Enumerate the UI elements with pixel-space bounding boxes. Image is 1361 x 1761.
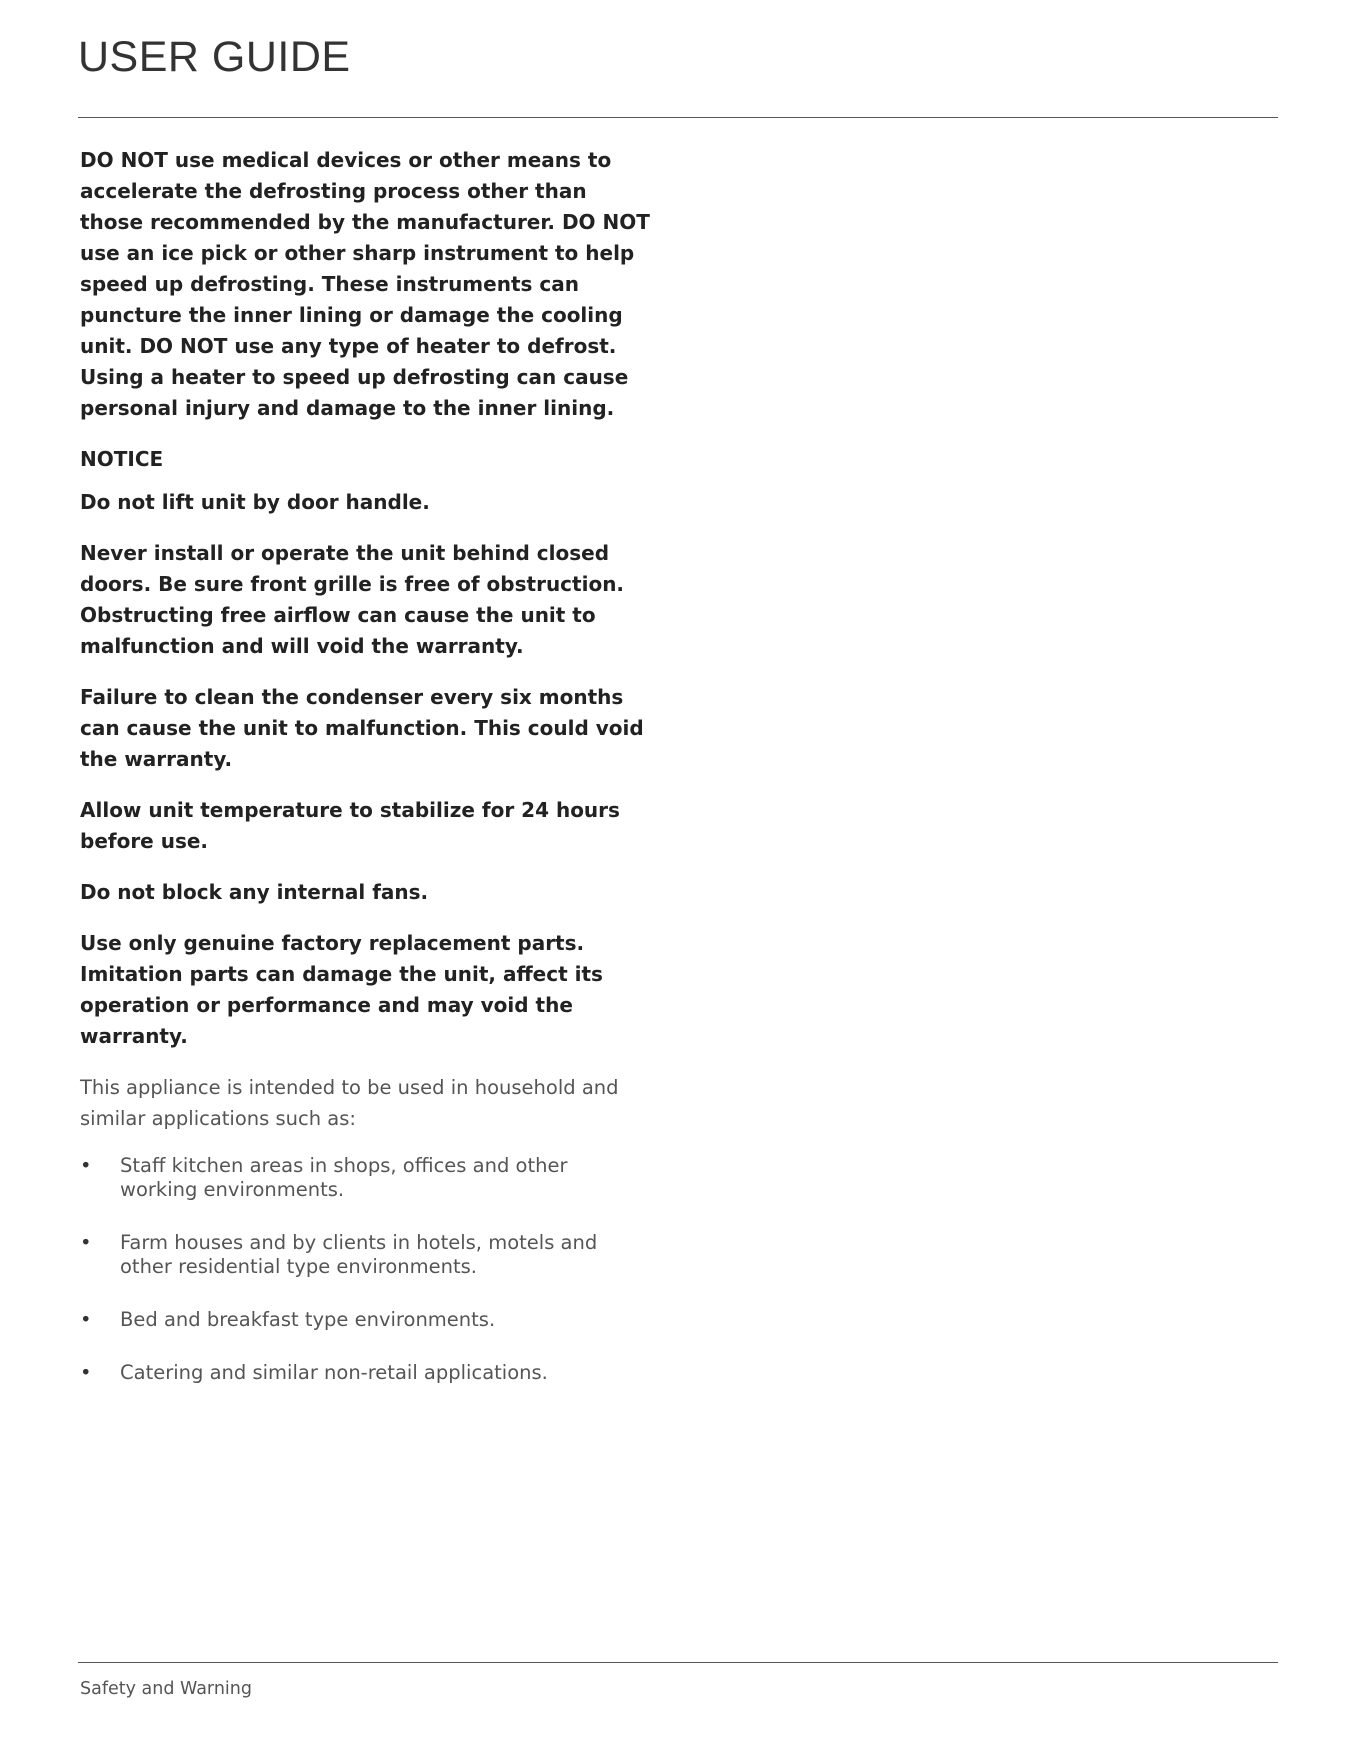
- list-item-text: Staff kitchen areas in shops, offices and other working environments.: [120, 1154, 568, 1201]
- list-item: [80, 1231, 650, 1279]
- notice-replacement-parts: Use only genuine factory replacement parts. Imitation parts can damage the unit, affect its operation or performance and may void the warranty.: [80, 931, 603, 1048]
- list-item-text: Farm houses and by clients in hotels, motels and other residential type environments.: [120, 1231, 598, 1278]
- main-content: [80, 145, 650, 1414]
- list-item-text: Bed and breakfast type environments.: [120, 1308, 496, 1331]
- notice-internal-fans: Do not block any internal fans.: [80, 880, 429, 904]
- intended-use-intro: This appliance is intended to be used in household and similar applications such as:: [80, 1076, 619, 1130]
- notice-closed-doors: Never install or operate the unit behind closed doors. Be sure front grille is free of obstruction. Obstructing free airflow can cause the unit to malfunction and will void the warranty.: [80, 541, 625, 658]
- footer-section-label: Safety and Warning: [80, 1679, 252, 1699]
- notice-heading: NOTICE: [80, 447, 164, 471]
- notice-condenser: Failure to clean the condenser every six months can cause the unit to malfunction. This could void the warranty.: [80, 685, 644, 771]
- footer-divider: [78, 1662, 1278, 1663]
- bullet-icon: •: [80, 1231, 92, 1254]
- list-item: [80, 1154, 650, 1202]
- list-item: [80, 1308, 650, 1332]
- list-item: [80, 1361, 650, 1385]
- bullet-icon: •: [80, 1361, 92, 1384]
- header-divider: [78, 117, 1278, 118]
- bullet-icon: •: [80, 1308, 92, 1331]
- page-title: USER GUIDE: [78, 33, 351, 81]
- bullet-icon: •: [80, 1154, 92, 1177]
- notice-temperature: Allow unit temperature to stabilize for 24 hours before use.: [80, 798, 620, 853]
- notice-door-handle: Do not lift unit by door handle.: [80, 490, 430, 514]
- list-item-text: Catering and similar non-retail applications.: [120, 1361, 548, 1384]
- intended-use-list: [80, 1154, 650, 1385]
- defrost-warning-paragraph: DO NOT use medical devices or other means to accelerate the defrosting process other than those recommended by the manufacturer. DO NOT use an ice pick or other sharp instrument to help speed up defrosting. These instruments can puncture the inner lining or damage the cooling unit. DO NOT use any type of heater to defrost. Using a heater to speed up defrosting can cause personal injury and damage to the inner lining.: [80, 148, 650, 420]
